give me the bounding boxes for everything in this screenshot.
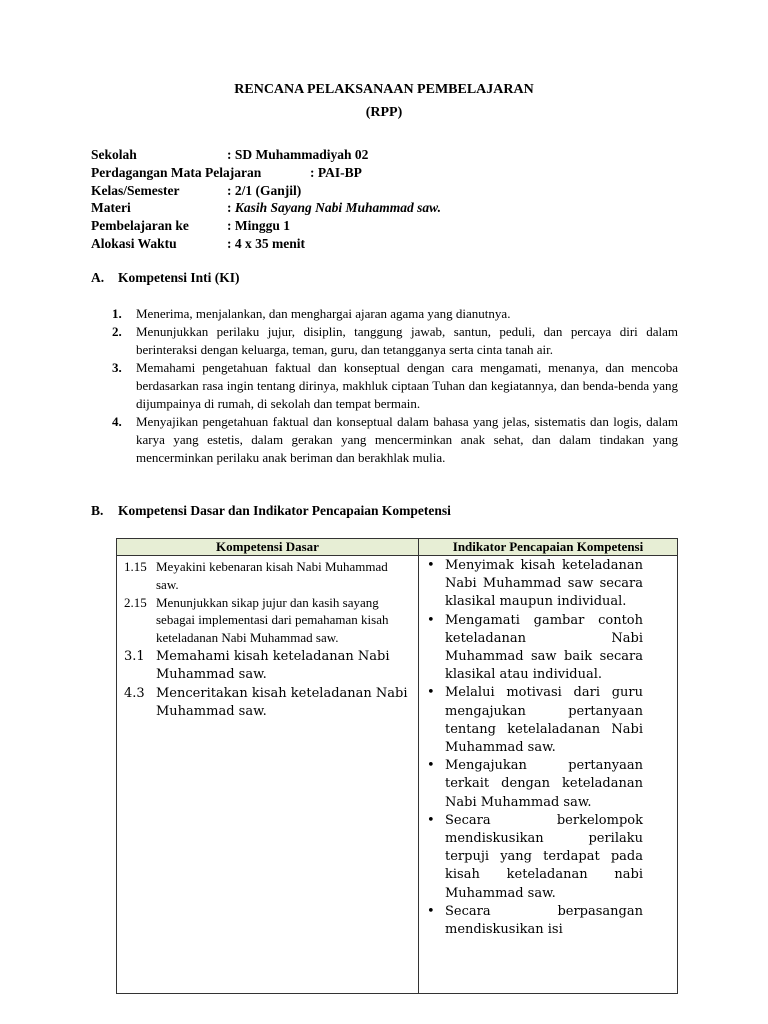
indikator-cell [419, 556, 678, 994]
info-label: Pembelajaran ke [91, 218, 189, 234]
info-value: : Minggu 1 [227, 218, 291, 234]
info-value: : SD Muhammadiyah 02 [227, 147, 369, 162]
column-header-kompetensi-dasar: Kompetensi Dasar [117, 539, 419, 556]
section-marker: A. [91, 270, 105, 285]
ki-item [112, 359, 678, 413]
section-b-heading [91, 503, 451, 519]
kd-item [124, 648, 412, 684]
ki-text: Menunjukkan perilaku jujur, disiplin, tanggung jawab, santun, peduli, dan percaya diri dalam berinteraksi dengan keluarga, teman, guru, dan tetangganya serta cinta tanah air. [136, 324, 678, 357]
section-a-heading [91, 270, 240, 286]
section-marker: B. [91, 503, 104, 518]
kd-text: Menceritakan kisah keteladanan Nabi Muhammad saw. [156, 685, 408, 719]
indicator-item [427, 612, 643, 685]
bullet-icon: • [427, 685, 435, 701]
info-label: Kelas/Semester [91, 182, 180, 198]
ki-item [112, 323, 678, 359]
kd-item [124, 594, 412, 647]
kd-item [124, 685, 412, 721]
indicator-item [427, 812, 643, 903]
indicator-text: Mengamati gambar contoh keteladanan Nabi Muhammad saw baik secara klasikal atau individual. [445, 612, 643, 683]
kd-list [117, 556, 418, 721]
bullet-icon: • [427, 903, 435, 919]
info-label: Sekolah [91, 147, 137, 162]
info-value: : 2/1 (Ganjil) [227, 182, 302, 198]
ki-number: 1. [112, 306, 122, 321]
kompetensi-table [116, 538, 678, 994]
indicator-item [427, 757, 643, 812]
info-value: : 4 x 35 menit [227, 235, 305, 251]
indicator-item [427, 903, 643, 939]
section-title: Kompetensi Inti (KI) [118, 270, 240, 285]
bullet-icon: • [427, 812, 435, 828]
indicator-text: Mengajukan pertanyaan terkait dengan keteladanan Nabi Muhammad saw. [445, 758, 643, 810]
info-label: Alokasi Waktu [91, 235, 177, 251]
indicator-list [419, 556, 677, 939]
document-subtitle: (RPP) [365, 105, 403, 120]
ki-number: 3. [112, 360, 122, 375]
bullet-icon: • [427, 612, 435, 628]
ki-item [112, 413, 678, 467]
ki-text: Memahami pengetahuan faktual dan konseptual dengan cara mengamati, menanya, dan mencoba berdasarkan rasa ingin tentang dirinya, makhluk ciptaan Tuhan dan kegiatannya, dan benda-benda yang dijumpainya di rumah, di sekolah dan tempat bermain. [136, 360, 678, 411]
kd-item [124, 558, 412, 594]
indicator-text: Melalui motivasi dari guru mengajukan pertanyaan tentang ketelaladanan Nabi Muhammad saw. [445, 685, 643, 756]
ki-number: 4. [112, 414, 122, 429]
kd-number: 1.15 [124, 559, 147, 574]
ki-number: 2. [112, 324, 122, 339]
info-value: : PAI-BP [310, 164, 362, 180]
indicator-text: Menyimak kisah keteladanan Nabi Muhammad saw secara klasikal maupun individual. [445, 558, 643, 610]
section-title: Kompetensi Dasar dan Indikator Pencapaian Kompetensi [118, 503, 451, 518]
kompetensi-dasar-cell [117, 556, 419, 994]
kd-number: 2.15 [124, 594, 147, 610]
bullet-icon: • [427, 758, 435, 774]
column-header-indikator: Indikator Pencapaian Kompetensi [419, 539, 678, 556]
indicator-text: Secara berpasangan mendiskusikan isi [445, 903, 643, 938]
kd-text: Meyakini kebenaran kisah Nabi Muhammad saw. [156, 559, 388, 592]
info-label: Perdagangan Mata Pelajaran [91, 164, 262, 180]
info-label: Materi [91, 200, 131, 216]
kd-number: 3.1 [124, 648, 145, 664]
table-row [117, 556, 678, 994]
kd-text: Memahami kisah keteladanan Nabi Muhammad saw. [156, 648, 390, 682]
kd-text: Menunjukkan sikap jujur dan kasih sayang sebagai implementasi dari pemahaman kisah keteladanan Nabi Muhammad saw. [156, 594, 389, 646]
kompetensi-inti-list [112, 305, 678, 467]
bullet-icon: • [427, 558, 435, 573]
info-value-materi: Kasih Sayang Nabi Muhammad saw. [234, 200, 442, 216]
ki-text: Menerima, menjalankan, dan menghargai ajaran agama yang dianutnya. [136, 306, 511, 321]
ki-item [112, 305, 678, 323]
ki-text: Menyajikan pengetahuan faktual dan konseptual dalam bahasa yang jelas, sistematis dan logis, dalam karya yang estetis, dalam gerakan yang mencerminkan anak sehat, dan dalam tindakan yang mencerminkan perilaku anak beriman dan berakhlak mulia. [136, 414, 678, 465]
kd-number: 4.3 [124, 685, 145, 701]
document-title: RENCANA PELAKSANAAN PEMBELAJARAN [234, 82, 534, 97]
indicator-item [427, 557, 643, 612]
table-header-row [117, 539, 678, 556]
info-value-prefix: : [227, 200, 235, 216]
indicator-item [427, 684, 643, 757]
info-value [227, 199, 441, 217]
indicator-text: Secara berkelompok mendiskusikan perilaku terpuji yang terdapat pada kisah keteladanan nabi Muhammad saw. [445, 812, 643, 901]
